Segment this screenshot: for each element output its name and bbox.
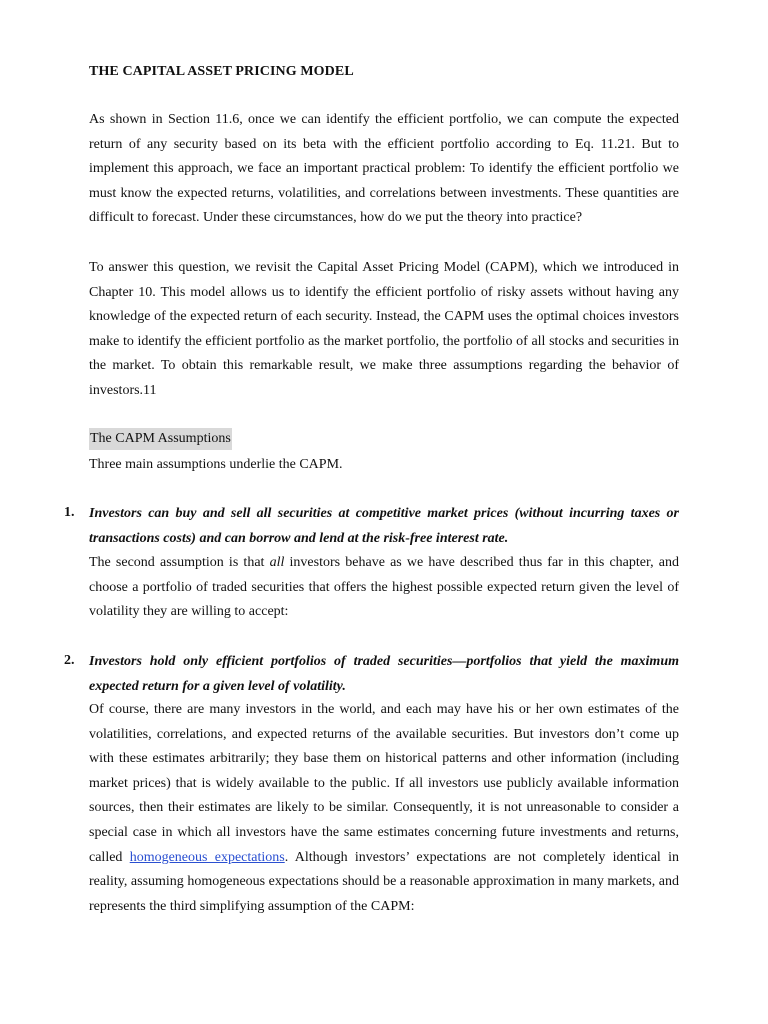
section-heading-capm-assumptions: The CAPM Assumptions [89, 428, 232, 450]
paragraph-second-assumption-start: The second assumption is that [89, 555, 270, 570]
assumption-2-text: Investors hold only efficient portfolios of traded securities—portfolios that yield the maximum expected return for a given level of volatility. [89, 654, 679, 694]
paragraph-homogeneous-end: . Although investors’ expectations are not completely identical in reality, assuming homogeneous expectations should be a reasonable approximation in many markets, and represents the third simplifying assumption of the CAPM: [89, 849, 679, 914]
paragraph-intro: As shown in Section 11.6, once we can identify the efficient portfolio, we can compute the expected return of any security based on its beta with the efficient portfolio according to Eq. 11.21. But to implement this approach, we face an important practical problem: To identify the efficient portfolio we must know the expected returns, volatilities, and correlations between investments. These quantities are difficult to forecast. Under these circumstances, how do we put the theory into practice? [89, 112, 679, 226]
homogeneous-expectations-link[interactable]: homogeneous expectations [129, 849, 285, 865]
document-title: THE CAPITAL ASSET PRICING MODEL [89, 64, 354, 79]
paragraph-capm-overview: To answer this question, we revisit the Capital Asset Pricing Model (CAPM), which we introduced in Chapter 10. This model allows us to identify the efficient portfolio of risky assets without having any knowledge of the expected return of each security. Instead, the CAPM uses the optimal choices investors make to identify the efficient portfolio as the market portfolio, the portfolio of all stocks and securities in the market. To obtain this remarkable result, we make three assumptions regarding the behavior of investors.11 [89, 260, 679, 398]
paragraph-second-assumption-end: investors behave as we have described thus far in this chapter, and choose a portfolio of traded securities that offers the highest possible expected return given the level of volatility they are willing to accept: [89, 555, 679, 620]
paragraph-homogeneous-start: Of course, there are many investors in the world, and each may have his or her own estimates of the volatilities, correlations, and expected returns of the available securities. But investors don’t come up with these estimates arbitrarily; they base them on historical patterns and other information (including market prices) that is widely available to the public. If all investors use publicly available information sources, then their estimates are likely to be similar. Consequently, it is not unreasonable to consider a special case in which all investors have the same estimates concerning future investments and returns, called [89, 702, 679, 865]
paragraph-second-assumption [89, 551, 679, 625]
assumption-1-text: Investors can buy and sell all securities at competitive market prices (without incurring taxes or transactions costs) and can borrow and lend at the risk-free interest rate. [89, 506, 679, 546]
assumption-1-number: 1. [64, 505, 75, 520]
paragraph-homogeneous-expectations [89, 698, 679, 919]
assumption-2-number: 2. [64, 653, 75, 668]
section-intro: Three main assumptions underlie the CAPM. [89, 457, 343, 472]
emphasis-all: all [269, 555, 285, 570]
